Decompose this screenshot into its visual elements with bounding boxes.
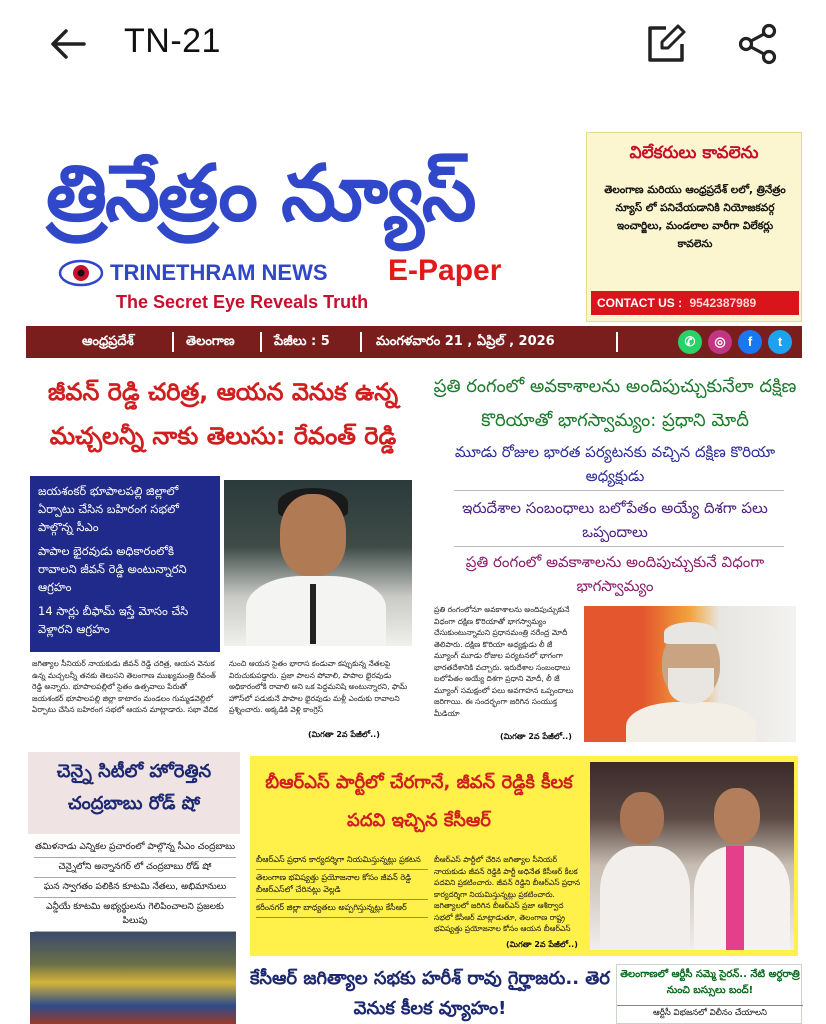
right-lead-body: ప్రతి రంగంలోనూ అవకాశాలను అందిపుచ్చుకునే విధంగా దక్షిణ కొరియాతో భాగస్వామ్యం చేసుకుంటున్నామని ప్రధానమంత్రి నరేంద్ర మోదీ తెలిపారు. దక్షిణ కొరియా అధ్యక్షుడు లీ జే మ్యూంగ్ మూడు రోజుల పర్యటనలో భాగంగా భారతదేశానికి వచ్చారు. ఇరుదేశాల సంబంధాలు బలోపేతం అయ్యే దిశగా ప్రధాని మోదీ, లీ జే మ్యూంగ్ సమక్షంలో పలు అవగాహన ఒప్పందాలు జరిగాయి. ఈ సందర్భంగా జరిగిన సంయుక్త మీడియా (434, 605, 574, 718)
masthead-telugu-title: త్రినేత్రం న్యూస్ (46, 149, 475, 239)
chennai-line: తమిళనాడు ఎన్నికల ప్రచారంలో పాల్గొన్న సీఎం చంద్రబాబు (34, 838, 236, 858)
chennai-headline: చెన్నై సిటీలో హోరెత్తిన చంద్రబాబు రోడ్ షో (56, 761, 212, 814)
date-bar (26, 326, 802, 358)
brs-story[interactable] (250, 756, 798, 956)
ad-contact (591, 291, 799, 315)
ad-heading: విలేకరులు కావలెను (629, 143, 759, 163)
lead-highlights (30, 476, 220, 652)
masthead-edition: E-Paper (388, 254, 502, 287)
right-lead-subhead: మూడు రోజుల భారత పర్యటనకు వచ్చిన దక్షిణ కొరియా అధ్యక్షుడు (454, 443, 776, 485)
reporters-wanted-ad (586, 132, 802, 322)
chennai-points (34, 838, 236, 932)
kcr-jagtial-headline[interactable]: కేసీఆర్ జగిత్యాల సభకు హరీశ్ రావు గైర్హాజరు.. తెర వెనుక కీలక వ్యూహం! (250, 968, 610, 1019)
right-lead-subhead: ఇరుదేశాల సంబంధాలు బలోపేతం అయ్యే దిశగా పలు ఒప్పందాలు (462, 499, 768, 541)
chennai-line: చెన్నైలోని అన్నానగర్ లో చంద్రబాబు రోడ్ షో (34, 858, 236, 878)
eye-logo-icon (58, 256, 104, 290)
brs-point: కరీంనగర్ జిల్లా బాధ్యతలు అప్పగిస్తున్నట్లు కేసీఆర్ (256, 900, 428, 918)
ad-contact-phone: 9542387989 (689, 296, 757, 310)
epaper-page[interactable] (24, 126, 806, 1024)
arrow-back-icon[interactable] (48, 26, 88, 62)
ad-body: తెలంగాణ మరియు ఆంధ్రప్రదేశ్ లలో, త్రినేత్రం న్యూస్ లో పనిచేయడానికి నియోజకవర్గ ఇంచార్జిలు, మండలాల వారీగా విలేకర్లు కావలెను (604, 184, 786, 250)
whatsapp-icon[interactable]: ✆ (678, 330, 702, 354)
right-lead-continued: (మిగతా 2వ పేజీలో..) (500, 732, 572, 741)
lead-point: 14 సార్లు బీఫామ్ ఇస్తే మోసం చేసి వెళ్లారని ఆగ్రహం (38, 604, 189, 636)
brs-photo (590, 762, 794, 950)
datebar-state2: తెలంగాణ (186, 334, 235, 349)
datebar-pages: పేజీలు : 5 (274, 334, 330, 349)
datebar-state1: ఆంధ్రప్రదేశ్ (82, 334, 134, 349)
lead-headline[interactable]: జీవన్ రెడ్డి చరిత్ర, ఆయన వెనుక ఉన్న మచ్చలన్నీ నాకు తెలుసు: రేవంత్ రెడ్డి (47, 378, 399, 450)
lead-body: జగిత్యాల సీనియర్ నాయకుడు జీవన్ రెడ్డి చరిత్ర, ఆయన వెనుక ఉన్న మచ్చలన్నీ తనకు తెలుసని తెలంగాణ ముఖ్యమంత్రి రేవంత్ రెడ్డి అన్నారు. భూపాలపల్లిలో సైతం ఉత్సవాలు పేరుతో జయశంకర్ భూపాలపల్లి జిల్లా కాటారం మండలం గుమ్మడవెల్లిలో ఏర్పాటు చేసిన బహిరంగ సభలో ఆయన మాట్లాడారు. సభా వేదిక నుంచి ఆయన సైతం భారాస కండువా కప్పుకున్న నేతలపై విరుచుకుపడ్డారు. ప్రజా పాలన పోవాలి, పాపాల భైరవుడు అధికారంలోకి రావాలి అని ఒక పెద్దమనిషి అంటున్నారని, ఫామ్ హౌస్‌లో పడుకునే పాపాల భైరవుడు మళ్లీ ఎందుకు రావాలని ప్రశ్నించారు. అక్కడికి వెళ్లి కాంగ్రెస్ (32, 659, 408, 714)
rtc-strike-headline: తెలంగాణలో ఆర్టీసీ సమ్మె సైరన్.. నేటి అర్ధరాత్రి నుంచి బస్సులు బంద్! (620, 969, 800, 996)
lead-continued: (మిగతా 2వ పేజీలో..) (308, 730, 380, 739)
chennai-line: ఘన స్వాగతం పలికిన కూటమి నేతలు, అభిమానులు (34, 878, 236, 898)
right-lead-headline[interactable]: ప్రతి రంగంలో అవకాశాలను అందిపుచ్చుకునేలా దక్షిణ కొరియాతో భాగస్వామ్యం: ప్రధాని మోదీ (433, 376, 797, 431)
rtc-strike-subhead: ఆర్టీసీ విభజనలో విలీనం చేయాలని (617, 1005, 803, 1020)
masthead-tagline: The Secret Eye Reveals Truth (116, 292, 369, 312)
lead-photo (224, 480, 412, 646)
lead-point: జయశంకర్ భూపాలపల్లి జిల్లాలో ఏర్పాటు చేసిన బహిరంగ సభలో పాల్గొన్న సీఎం (38, 484, 179, 534)
page-title: TN-21 (124, 22, 221, 60)
twitter-icon[interactable]: t (768, 330, 792, 354)
masthead-brand: TRINETHRAM NEWS (110, 260, 328, 285)
facebook-icon[interactable]: f (738, 330, 762, 354)
ad-contact-label: CONTACT US : (597, 296, 683, 310)
chennai-line: ఎన్డీయే కూటమి అభ్యర్థులను గెలిపించాలని ప్రజలకు పిలుపు (34, 898, 236, 932)
brs-point: తెలంగాణ భవిష్యత్తు ప్రయోజనాల కోసం జీవన్ రెడ్డి బీఆర్ఎస్‌లో చేరినట్లు వెల్లడి (256, 870, 428, 900)
right-lead-photo (584, 606, 796, 742)
rtc-strike-story[interactable] (616, 964, 802, 1024)
brs-headline: బీఆర్ఎస్ పార్టీలో చేరగానే, జీవన్ రెడ్డికి కీలక పదవి ఇచ్చిన కేసీఆర్ (265, 772, 573, 831)
chennai-roadshow-photo (30, 932, 236, 1024)
right-lead-subhead: ప్రతి రంగంలో అవకాశాలను అందిపుచ్చుకునే విధంగా భాగస్వామ్యం (465, 553, 765, 595)
share-icon[interactable] (736, 22, 780, 66)
instagram-icon[interactable]: ◎ (708, 330, 732, 354)
brs-continued: (మిగతా 2వ పేజీలో..) (506, 940, 578, 949)
app-bar (0, 0, 826, 90)
brs-body: బీఆర్ఎస్ పార్టీలో చేరిన జగిత్యాల సీనియర్ నాయకుడు జీవన్ రెడ్డికి పార్టీ అధినేత కేసీఆర్ కీలక పదవిని ప్రకటించారు. జీవన్ రెడ్డిని బీఆర్ఎస్ ప్రధాన కార్యదర్శిగా నియమిస్తున్నట్లు ప్రకటించారు. జగిత్యాలలో జరిగిన బీఆర్ఎస్ ప్రజా ఆశీర్వాద సభలో కేసీఆర్ మాట్లాడుతూ, తెలంగాణ రాష్ట్ర భవిష్యత్తు ప్రయోజనాల కోసం ఆయన బీఆర్ఎస్ (434, 855, 581, 933)
datebar-date: మంగళవారం 21 , ఏప్రిల్ , 2026 (376, 334, 555, 349)
brs-points (256, 852, 428, 918)
lead-point: పాపాల భైరవుడు అధికారంలోకి రావాలని జీవన్ రెడ్డి అంటున్నారని ఆగ్రహం (38, 544, 187, 594)
edit-icon[interactable] (644, 22, 688, 66)
brs-point: బీఆర్ఎస్ ప్రధాన కార్యదర్శిగా నియమిస్తున్నట్లు ప్రకటన (256, 852, 428, 870)
